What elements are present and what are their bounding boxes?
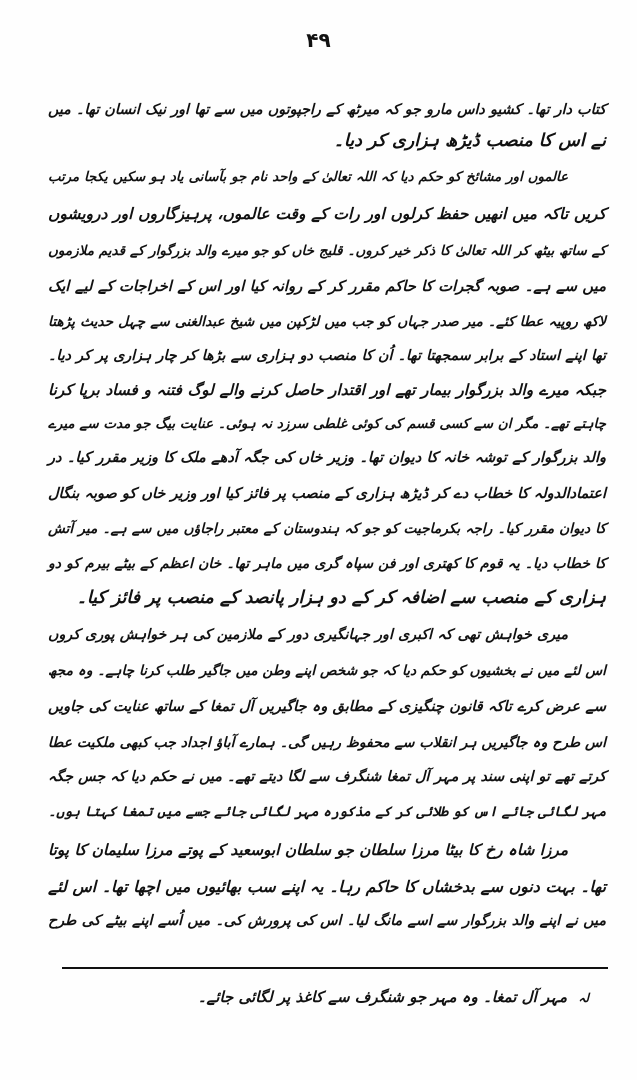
text-line: میں نے اپنے والد بزرگوار سے اسے مانگ لیا۔ اس کی پرورش کی۔ میں اُسے اپنے بیٹے کی طرح bbox=[48, 913, 606, 929]
text-line: تھا اپنے استاد کے برابر سمجھتا تھا۔ اُن کا منصب دو ہزاری سے بڑھا کر چار ہزاری پر کر دیا۔ bbox=[48, 348, 606, 364]
text-line: لاکھ روپیہ عطا کئے۔ میر صدر جہاں کو جب میں لڑکپن میں شیخ عبدالغنی سے چہل حدیث پڑھتا bbox=[48, 314, 606, 330]
text-line: عالموں اور مشائخ کو حکم دیا کہ اللہ تعالیٰ کے واحد نام جو بآسانی یاد ہو سکیں یکجا مرتب bbox=[48, 170, 568, 185]
text-line: کرتے تھے تو اپنی سند پر مہر آل تمغا شنگرف سے لگا دیتے تھے۔ میں نے حکم دیا کہ جس جگہ bbox=[48, 769, 606, 785]
text-line: اس طرح وہ جاگیریں ہر انقلاب سے محفوظ رہیں گی۔ ہمارے آباؤ اجداد جب کبھی ملکیت عطا bbox=[47, 735, 606, 751]
text-line: کا خطاب دیا۔ یہ قوم کا کھتری اور فن سپاہ گری میں ماہر تھا۔ خان اعظم کے بیٹے بیرم کو دو bbox=[48, 556, 606, 572]
text-line: ہزاری کے منصب سے اضافہ کر کے دو ہزار پانصد کے منصب پر فائز کیا۔ bbox=[76, 588, 606, 608]
text-line: مہر لگائی جائے اس کو طلائی کر کے مذکورہ مہر لگائی جائے جسے میں تمغا کہتا ہوں۔ bbox=[48, 804, 606, 820]
footnote-separator-rule bbox=[62, 967, 608, 969]
text-line: میری خواہش تھی کہ اکبری اور جہانگیری دور کے ملازمین کی ہر خواہش پوری کروں bbox=[48, 627, 568, 643]
text-line: جبکہ میرے والد بزرگوار بیمار تھے اور اقتدار حاصل کرنے والے لوگ فتنہ و فساد برپا کرنا bbox=[48, 381, 606, 399]
text-line: تھا۔ بہت دنوں سے بدخشاں کا حاکم رہا۔ یہ اپنے سب بھائیوں میں اچھا تھا۔ اس لئے bbox=[48, 877, 606, 896]
footnote-marker: لہ bbox=[578, 991, 589, 1005]
text-line: والد بزرگوار کے توشہ خانہ کا دیوان تھا۔ وزیر خاں کی جگہ آدھے ملک کا وزیر مقرر کیا۔ در bbox=[48, 450, 606, 466]
text-line: کے ساتھ بیٹھ کر اللہ تعالیٰ کا ذکر خیر کروں۔ قلیج خاں کو جو میرے والد بزرگوار کے قدیم ملازموں bbox=[48, 243, 606, 259]
text-line: میں سے ہے۔ صوبہ گجرات کا حاکم مقرر کر کے روانہ کیا اور اس کے اخراجات کے لیے ایک bbox=[48, 278, 606, 295]
text-line: اعتمادالدولہ کا خطاب دے کر ڈیڑھ ہزاری کے منصب پر فائز کیا اور وزیر خاں کو صوبہ بنگال bbox=[48, 486, 606, 502]
text-line: چاہتے تھے۔ مگر ان سے کسی قسم کی کوئی غلطی سرزد نہ ہوئی۔ عنایت بیگ جو مدت سے میرے bbox=[48, 416, 606, 432]
text-line: کتاب دار تھا۔ کشیو داس مارو جو کہ میرٹھ کے راجپوتوں میں سے تھا اور نیک انسان تھا۔ میں bbox=[48, 102, 606, 118]
page-number: ۴۹ bbox=[306, 28, 331, 52]
text-line: کریں تاکہ میں انھیں حفظ کرلوں اور رات کے وقت عالموں، پرہیزگاروں اور درویشوں bbox=[48, 205, 606, 223]
text-line: مرزا شاہ رخ کا بیٹا مرزا سلطان جو سلطان ابوسعید کے پوتے مرزا سلیمان کا پوتا bbox=[48, 841, 568, 859]
text-line: نے اس کا منصب ڈیڑھ ہزاری کر دیا۔ bbox=[333, 131, 606, 151]
footnote bbox=[198, 988, 589, 1006]
text-line: کا دیوان مقرر کیا۔ راجہ بکرماجیت کو جو کہ ہندوستان کے معتبر راجاؤں میں سے ہے۔ میر آتش bbox=[48, 521, 606, 537]
text-line: اس لئے میں نے بخشیوں کو حکم دیا کہ جو شخص اپنے وطن میں جاگیر طلب کرنا چاہے۔ وہ مجھ bbox=[48, 663, 606, 679]
footnote-text: مہر آل تمغا۔ وہ مہر جو شنگرف سے کاغذ پر لگائی جائے۔ bbox=[197, 988, 568, 1006]
text-line: سے عرض کرے تاکہ قانون چنگیزی کے مطابق وہ جاگیریں آل تمغا کے ساتھ عنایت کی جاویں bbox=[48, 699, 606, 715]
